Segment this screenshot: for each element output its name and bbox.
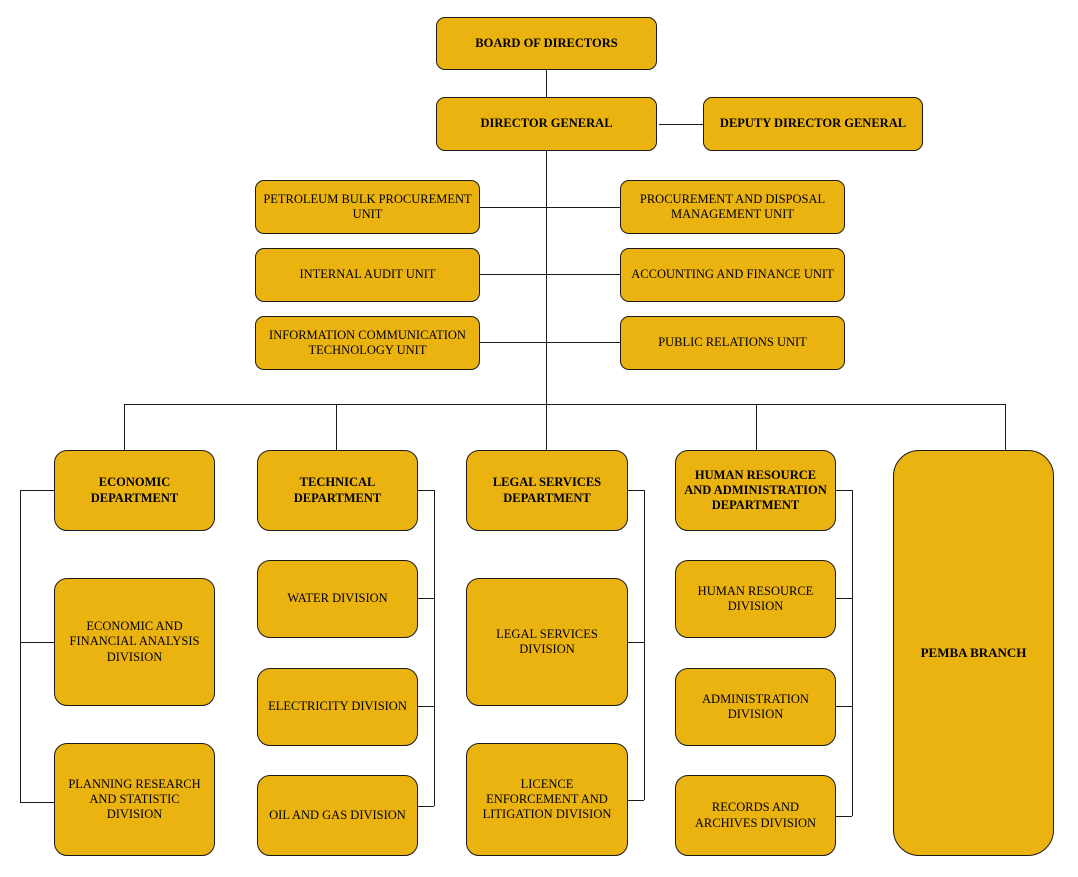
node-petroleum-bulk-procurement-unit[interactable] bbox=[255, 180, 480, 234]
node-records-and-archives-division[interactable] bbox=[675, 775, 836, 856]
connector-department-bus bbox=[124, 404, 1006, 405]
node-label: ECONOMIC AND FINANCIAL ANALYSIS DIVISION bbox=[69, 619, 200, 664]
node-label: PLANNING RESEARCH AND STATISTIC DIVISION bbox=[68, 776, 201, 822]
connector-hr-rail-top bbox=[836, 490, 852, 491]
node-legal-services-division[interactable] bbox=[466, 578, 628, 706]
node-board-of-directors[interactable] bbox=[436, 17, 657, 70]
node-human-resource-division[interactable] bbox=[675, 560, 836, 638]
connector-technical-rail-top bbox=[418, 490, 434, 491]
node-human-resource-and-administration-department[interactable] bbox=[675, 450, 836, 531]
connector-hr-to-human-resource bbox=[836, 598, 852, 599]
connector-hr-rail bbox=[852, 490, 853, 816]
connector-petroleum-unit bbox=[480, 207, 546, 208]
node-economic-department[interactable] bbox=[54, 450, 215, 531]
node-label: PEMBA BRANCH bbox=[920, 645, 1027, 661]
connector-dg-spine bbox=[546, 151, 547, 404]
connector-hr-to-records bbox=[836, 816, 852, 817]
node-information-communication-technology-unit[interactable] bbox=[255, 316, 480, 370]
connector-bus-to-hr bbox=[756, 404, 757, 450]
connector-ict-unit bbox=[480, 342, 546, 343]
connector-technical-to-oilgas bbox=[418, 806, 434, 807]
node-label: DEPUTY DIRECTOR GENERAL bbox=[719, 116, 907, 131]
connector-internal-audit-unit bbox=[480, 274, 546, 275]
connector-legal-to-services bbox=[628, 642, 644, 643]
node-label: PUBLIC RELATIONS UNIT bbox=[658, 335, 807, 350]
node-licence-enforcement-and-litigation-division[interactable] bbox=[466, 743, 628, 856]
connector-procurement-unit bbox=[546, 207, 620, 208]
connector-economic-to-planning bbox=[20, 802, 54, 803]
node-procurement-and-disposal-management-unit[interactable] bbox=[620, 180, 845, 234]
node-label: ECONOMIC DEPARTMENT bbox=[90, 475, 179, 505]
node-water-division[interactable] bbox=[257, 560, 418, 638]
node-label: LEGAL SERVICES DEPARTMENT bbox=[492, 475, 602, 505]
connector-hr-to-administration bbox=[836, 706, 852, 707]
node-technical-department[interactable] bbox=[257, 450, 418, 531]
node-legal-services-department[interactable] bbox=[466, 450, 628, 531]
connector-accounting-unit bbox=[546, 274, 620, 275]
connector-economic-to-analysis bbox=[20, 642, 54, 643]
node-label: HUMAN RESOURCE DIVISION bbox=[697, 583, 814, 613]
node-label: PROCUREMENT AND DISPOSAL MANAGEMENT UNIT bbox=[639, 191, 826, 221]
node-label: HUMAN RESOURCE AND ADMINISTRATION DEPARTMENT bbox=[684, 467, 827, 513]
node-label: PETROLEUM BULK PROCUREMENT UNIT bbox=[263, 191, 472, 221]
connector-technical-to-electricity bbox=[418, 706, 434, 707]
node-electricity-division[interactable] bbox=[257, 668, 418, 746]
connector-legal-rail bbox=[644, 490, 645, 800]
node-label: INFORMATION COMMUNICATION TECHNOLOGY UNIT bbox=[269, 327, 466, 357]
node-accounting-and-finance-unit[interactable] bbox=[620, 248, 845, 302]
connector-economic-rail-top bbox=[20, 490, 54, 491]
node-label: WATER DIVISION bbox=[287, 591, 388, 606]
connector-bus-to-technical bbox=[336, 404, 337, 450]
node-planning-research-and-statistic-division[interactable] bbox=[54, 743, 215, 856]
node-pemba-branch[interactable] bbox=[893, 450, 1054, 856]
node-label: ACCOUNTING AND FINANCE UNIT bbox=[631, 267, 834, 282]
node-administration-division[interactable] bbox=[675, 668, 836, 746]
connector-public-relations-unit bbox=[546, 342, 620, 343]
node-label: OIL AND GAS DIVISION bbox=[269, 807, 406, 822]
node-label: TECHNICAL DEPARTMENT bbox=[293, 475, 382, 505]
node-label: LICENCE ENFORCEMENT AND LITIGATION DIVISION bbox=[482, 776, 612, 822]
node-label: INTERNAL AUDIT UNIT bbox=[299, 267, 436, 282]
connector-board-to-dg bbox=[546, 70, 547, 97]
node-economic-and-financial-analysis-division[interactable] bbox=[54, 578, 215, 706]
connector-technical-to-water bbox=[418, 598, 434, 599]
node-internal-audit-unit[interactable] bbox=[255, 248, 480, 302]
node-director-general[interactable] bbox=[436, 97, 657, 151]
connector-technical-rail bbox=[434, 490, 435, 806]
connector-dg-to-deputy bbox=[659, 124, 703, 125]
connector-bus-to-pemba bbox=[1005, 404, 1006, 450]
connector-economic-rail bbox=[20, 490, 21, 802]
node-oil-and-gas-division[interactable] bbox=[257, 775, 418, 856]
node-label: DIRECTOR GENERAL bbox=[480, 116, 613, 131]
connector-bus-to-economic bbox=[124, 404, 125, 450]
connector-legal-to-licence bbox=[628, 800, 644, 801]
node-label: BOARD OF DIRECTORS bbox=[475, 35, 618, 50]
node-label: LEGAL SERVICES DIVISION bbox=[496, 626, 598, 656]
node-deputy-director-general[interactable] bbox=[703, 97, 923, 151]
node-public-relations-unit[interactable] bbox=[620, 316, 845, 370]
connector-bus-to-legal bbox=[546, 404, 547, 450]
connector-legal-rail-top bbox=[628, 490, 644, 491]
node-label: ELECTRICITY DIVISION bbox=[268, 699, 407, 714]
node-label: RECORDS AND ARCHIVES DIVISION bbox=[694, 800, 817, 830]
node-label: ADMINISTRATION DIVISION bbox=[702, 691, 809, 721]
